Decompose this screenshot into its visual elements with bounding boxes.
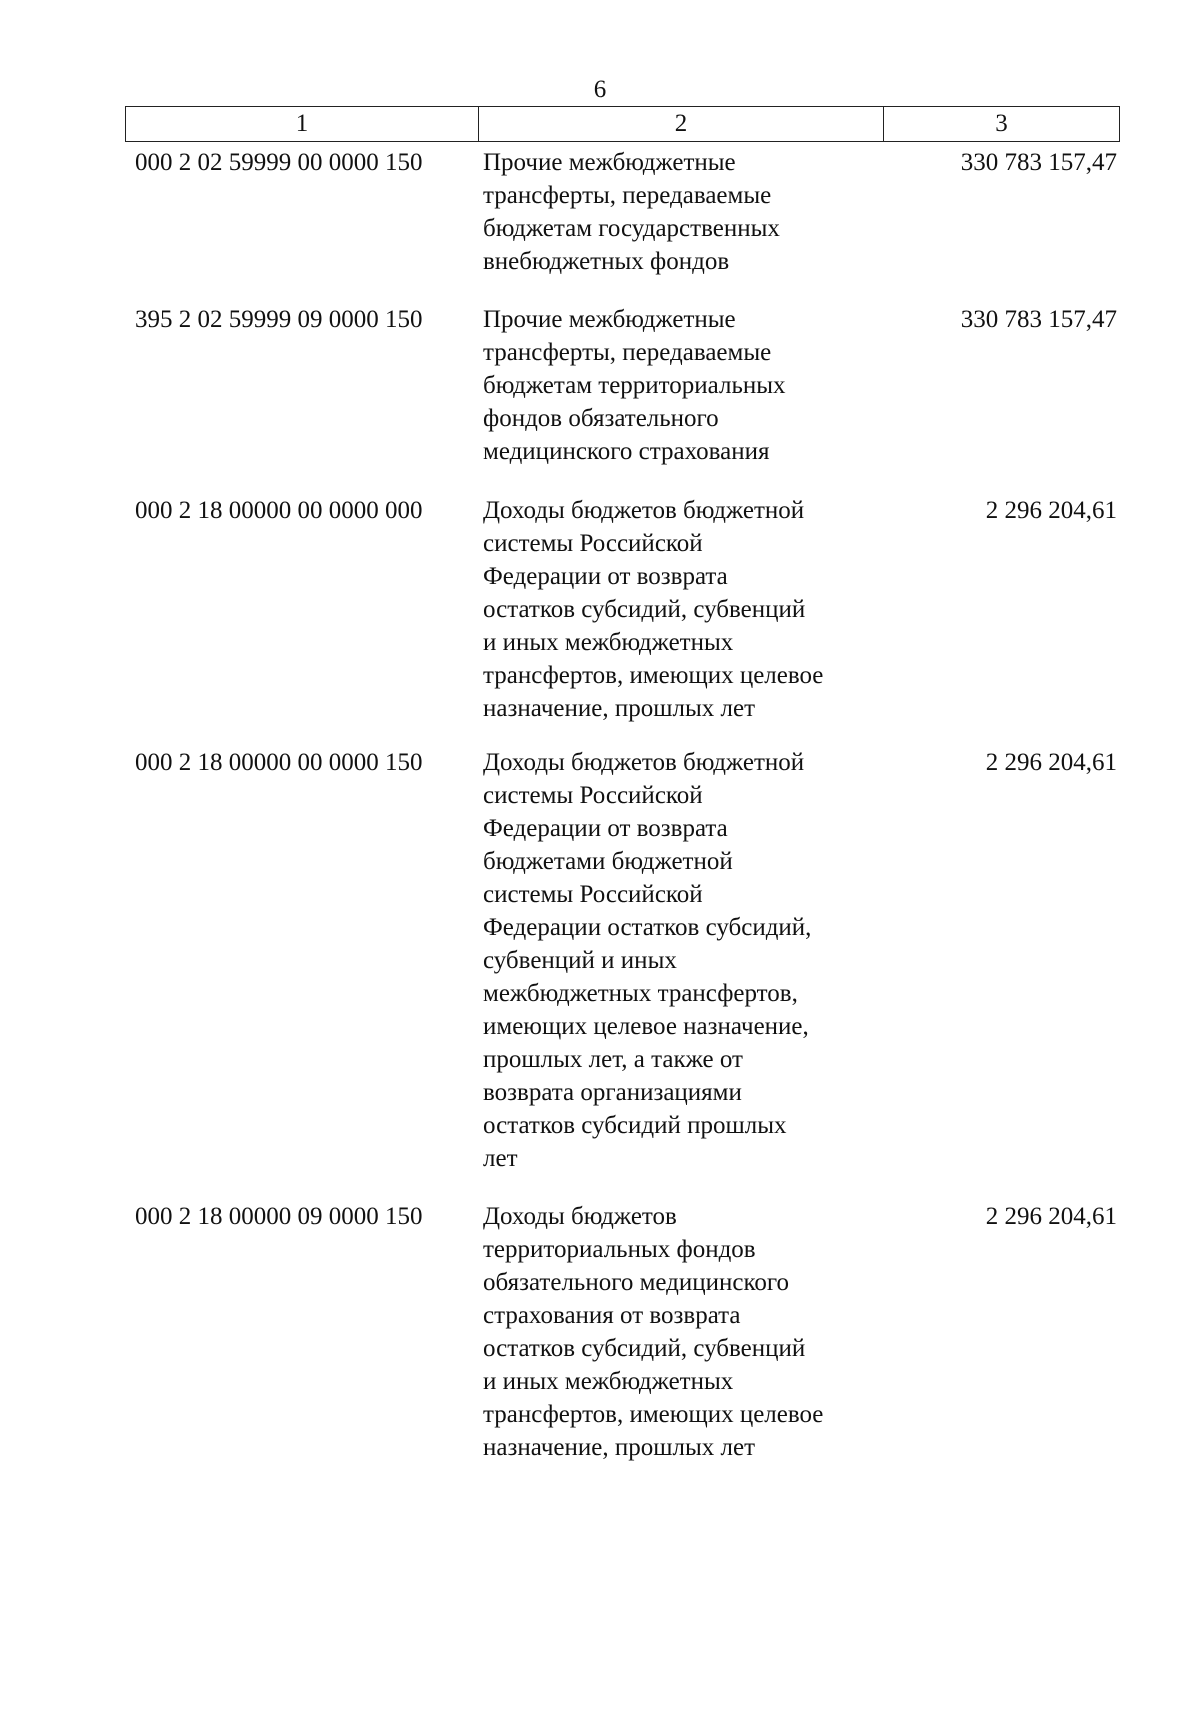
row-code: 000 2 18 00000 00 0000 000 — [135, 497, 423, 524]
row-code: 000 2 18 00000 00 0000 150 — [135, 749, 423, 776]
description-line: Доходы бюджетов бюджетной — [483, 749, 805, 776]
description-line: территориальных фондов — [483, 1236, 756, 1263]
description-line: Доходы бюджетов бюджетной — [483, 497, 805, 524]
row-code: 000 2 02 59999 00 0000 150 — [135, 149, 423, 176]
description-line: субвенций и иных — [483, 947, 677, 974]
description-line: межбюджетных трансфертов, — [483, 980, 798, 1007]
description-line: трансфертов, имеющих целевое — [483, 1401, 824, 1428]
description-line: Федерации остатков субсидий, — [483, 914, 812, 941]
description-line: назначение, прошлых лет — [483, 1434, 755, 1461]
description-line: остатков субсидий, субвенций — [483, 596, 806, 623]
description-line: системы Российской — [483, 881, 703, 908]
row-code: 395 2 02 59999 09 0000 150 — [135, 306, 423, 333]
description-line: и иных межбюджетных — [483, 629, 734, 656]
description-line: внебюджетных фондов — [483, 248, 730, 275]
row-amount: 2 296 204,61 — [985, 749, 1117, 776]
description-line: бюджетам государственных — [483, 215, 780, 242]
description-line: Прочие межбюджетные — [483, 149, 736, 176]
row-amount: 330 783 157,47 — [960, 149, 1117, 176]
description-line: назначение, прошлых лет — [483, 695, 755, 722]
header-col-1: 1 — [126, 107, 479, 141]
description-line: бюджетам территориальных — [483, 372, 786, 399]
description-line: лет — [483, 1145, 518, 1172]
description-line: возврата организациями — [483, 1079, 742, 1106]
description-line: трансферты, передаваемые — [483, 182, 772, 209]
description-line: бюджетами бюджетной — [483, 848, 733, 875]
row-code: 000 2 18 00000 09 0000 150 — [135, 1203, 423, 1230]
table-row — [0, 1200, 1200, 1464]
row-description — [483, 746, 883, 1175]
description-line: обязательного медицинского — [483, 1269, 790, 1296]
table-row — [0, 494, 1200, 725]
row-description — [483, 494, 883, 725]
table-row — [0, 303, 1200, 468]
description-line: прошлых лет, а также от — [483, 1046, 743, 1073]
description-line: остатков субсидий, субвенций — [483, 1335, 806, 1362]
table-header — [125, 106, 1120, 142]
description-line: остатков субсидий прошлых — [483, 1112, 787, 1139]
description-line: трансфертов, имеющих целевое — [483, 662, 824, 689]
description-line: имеющих целевое назначение, — [483, 1013, 809, 1040]
description-line: Федерации от возврата — [483, 563, 728, 590]
description-line: Прочие межбюджетные — [483, 306, 736, 333]
page-number: 6 — [593, 76, 607, 103]
description-line: системы Российской — [483, 782, 703, 809]
description-line: системы Российской — [483, 530, 703, 557]
description-line: медицинского страхования — [483, 438, 770, 465]
description-line: Доходы бюджетов — [483, 1203, 677, 1230]
header-col-3: 3 — [995, 110, 1008, 137]
row-description — [483, 146, 883, 278]
description-line: фондов обязательного — [483, 405, 719, 432]
description-line: страхования от возврата — [483, 1302, 741, 1329]
description-line: и иных межбюджетных — [483, 1368, 734, 1395]
description-line: трансферты, передаваемые — [483, 339, 772, 366]
row-amount: 2 296 204,61 — [985, 1203, 1117, 1230]
description-line: Федерации от возврата — [483, 815, 728, 842]
row-description — [483, 303, 883, 468]
table-row — [0, 746, 1200, 1175]
table-row — [0, 146, 1200, 278]
row-amount: 330 783 157,47 — [960, 306, 1117, 333]
table-body — [0, 146, 1200, 1464]
row-description — [483, 1200, 883, 1464]
row-amount: 2 296 204,61 — [985, 497, 1117, 524]
header-col-2: 2 — [479, 107, 884, 141]
